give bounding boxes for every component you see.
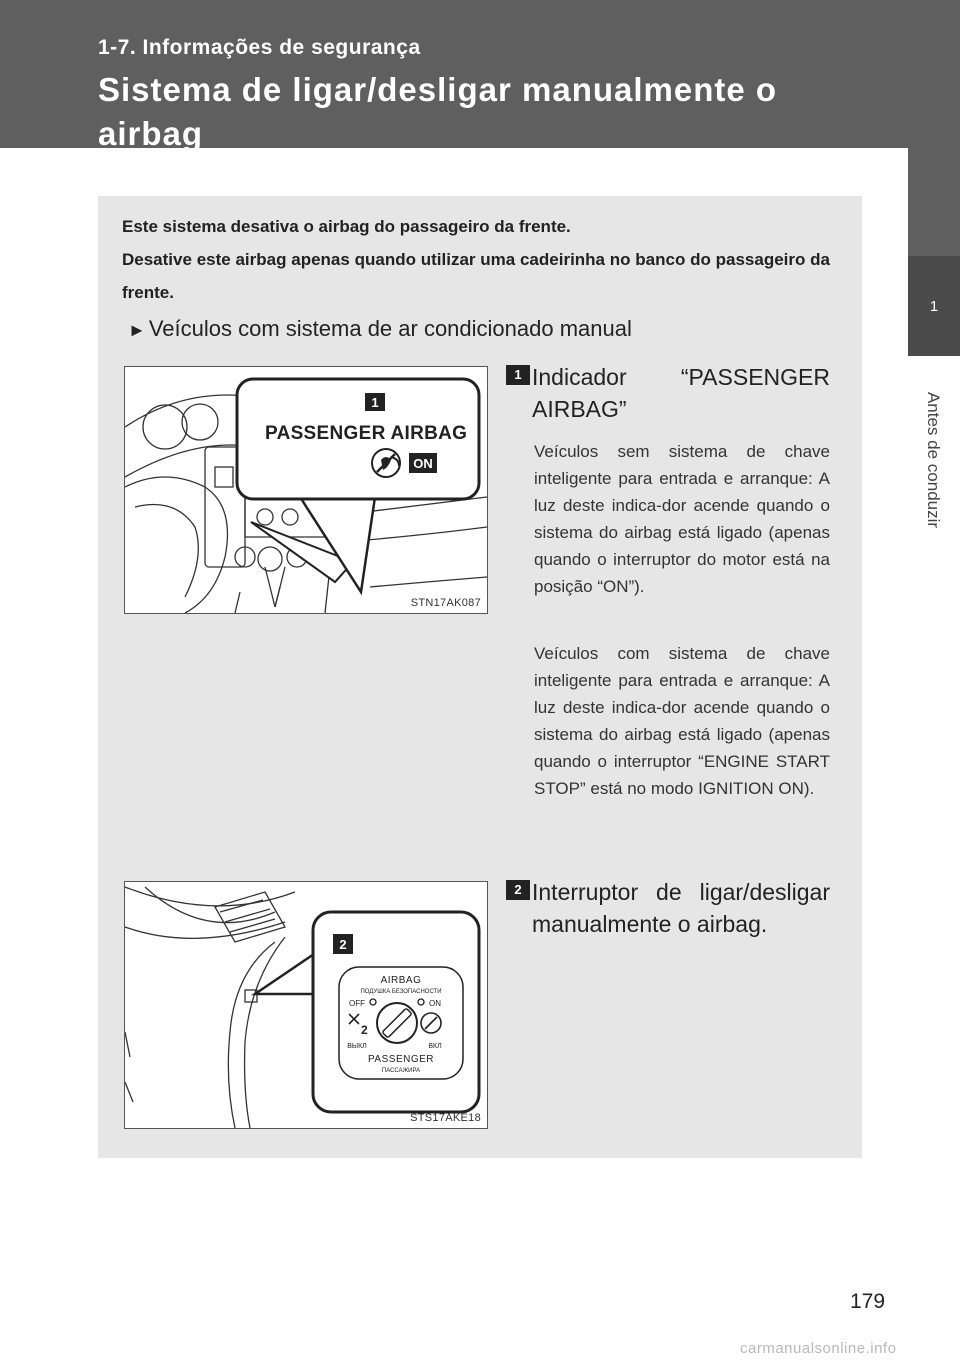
on-indicator-label: ON bbox=[413, 456, 433, 471]
page-number: 179 bbox=[850, 1290, 886, 1313]
item-indicator bbox=[506, 361, 830, 425]
dashboard-illustration bbox=[125, 367, 487, 613]
subheading-text: Veículos com sistema de ar condicionado manual bbox=[148, 316, 632, 341]
watermark: carmanualsonline.info bbox=[740, 1340, 897, 1357]
switch-passenger-label: PASSENGER bbox=[368, 1054, 434, 1065]
item-1-description-b: Veículos com sistema de chave inteligente para entrada e arranque: A luz deste indica-dor acende quando o sistema do airbag está ligado (apenas quando o interruptor “ENGINE START STOP” está no modo IGNITION ON). bbox=[534, 644, 830, 798]
svg-text:2: 2 bbox=[361, 1023, 368, 1037]
figure-code: STN17AK087 bbox=[410, 597, 481, 609]
switch-passenger-label-ru: ПАССАЖИРА bbox=[381, 1068, 421, 1074]
callout-number-1: 1 bbox=[371, 395, 379, 410]
airbag-switch-illustration bbox=[125, 882, 487, 1128]
figure-code: STS17AKE18 bbox=[410, 1112, 481, 1124]
side-tab-strip bbox=[908, 0, 960, 256]
item-number-2: 2 bbox=[506, 880, 530, 900]
airbag-on-icon bbox=[421, 1013, 441, 1033]
item-switch bbox=[506, 876, 830, 940]
subheading bbox=[128, 316, 632, 342]
switch-airbag-label: AIRBAG bbox=[380, 975, 422, 986]
switch-airbag-label-ru: ПОДУШКА БЕЗОПАСНОСТИ bbox=[360, 989, 442, 995]
switch-on-label-ru: ВКЛ bbox=[428, 1043, 442, 1050]
intro-line-2: Desative este airbag apenas quando utilizar uma cadeirinha no banco do passageiro da frente. bbox=[122, 250, 830, 302]
chapter-number: 1 bbox=[929, 297, 939, 315]
intro-text bbox=[122, 210, 830, 309]
item-label-1: Indicador “PASSENGER AIRBAG” bbox=[532, 364, 830, 422]
figure-airbag-switch bbox=[124, 881, 488, 1129]
page-header bbox=[0, 0, 960, 152]
switch-off-label-ru: ВЫКЛ bbox=[347, 1043, 367, 1050]
chapter-label-text: Antes de conduzir bbox=[924, 391, 943, 529]
item-label-2: Interruptor de ligar/desligar manualmente o airbag. bbox=[532, 879, 830, 937]
switch-off-label: OFF bbox=[349, 999, 365, 1008]
figure-dashboard-indicator bbox=[124, 366, 488, 614]
passenger-airbag-indicator-text: PASSENGER AIRBAG bbox=[265, 423, 468, 444]
chapter-tab bbox=[908, 256, 960, 356]
page-title: Sistema de ligar/desligar manualmente o airbag bbox=[98, 71, 778, 152]
intro-line-1: Este sistema desativa o airbag do passageiro da frente. bbox=[122, 217, 571, 236]
section-title: 1-7. Informações de segurança bbox=[98, 36, 421, 59]
switch-on-label: ON bbox=[429, 999, 441, 1008]
item-1-description-a: Veículos sem sistema de chave inteligente para entrada e arranque: A luz deste indica-dor acende quando o sistema do airbag está ligado (apenas quando o interruptor do motor está na posição “ON”). bbox=[534, 442, 830, 596]
triangle-bullet-icon: ► bbox=[128, 320, 146, 340]
item-number-1: 1 bbox=[506, 365, 530, 385]
callout-number-2: 2 bbox=[339, 937, 347, 952]
chapter-label bbox=[906, 360, 960, 560]
